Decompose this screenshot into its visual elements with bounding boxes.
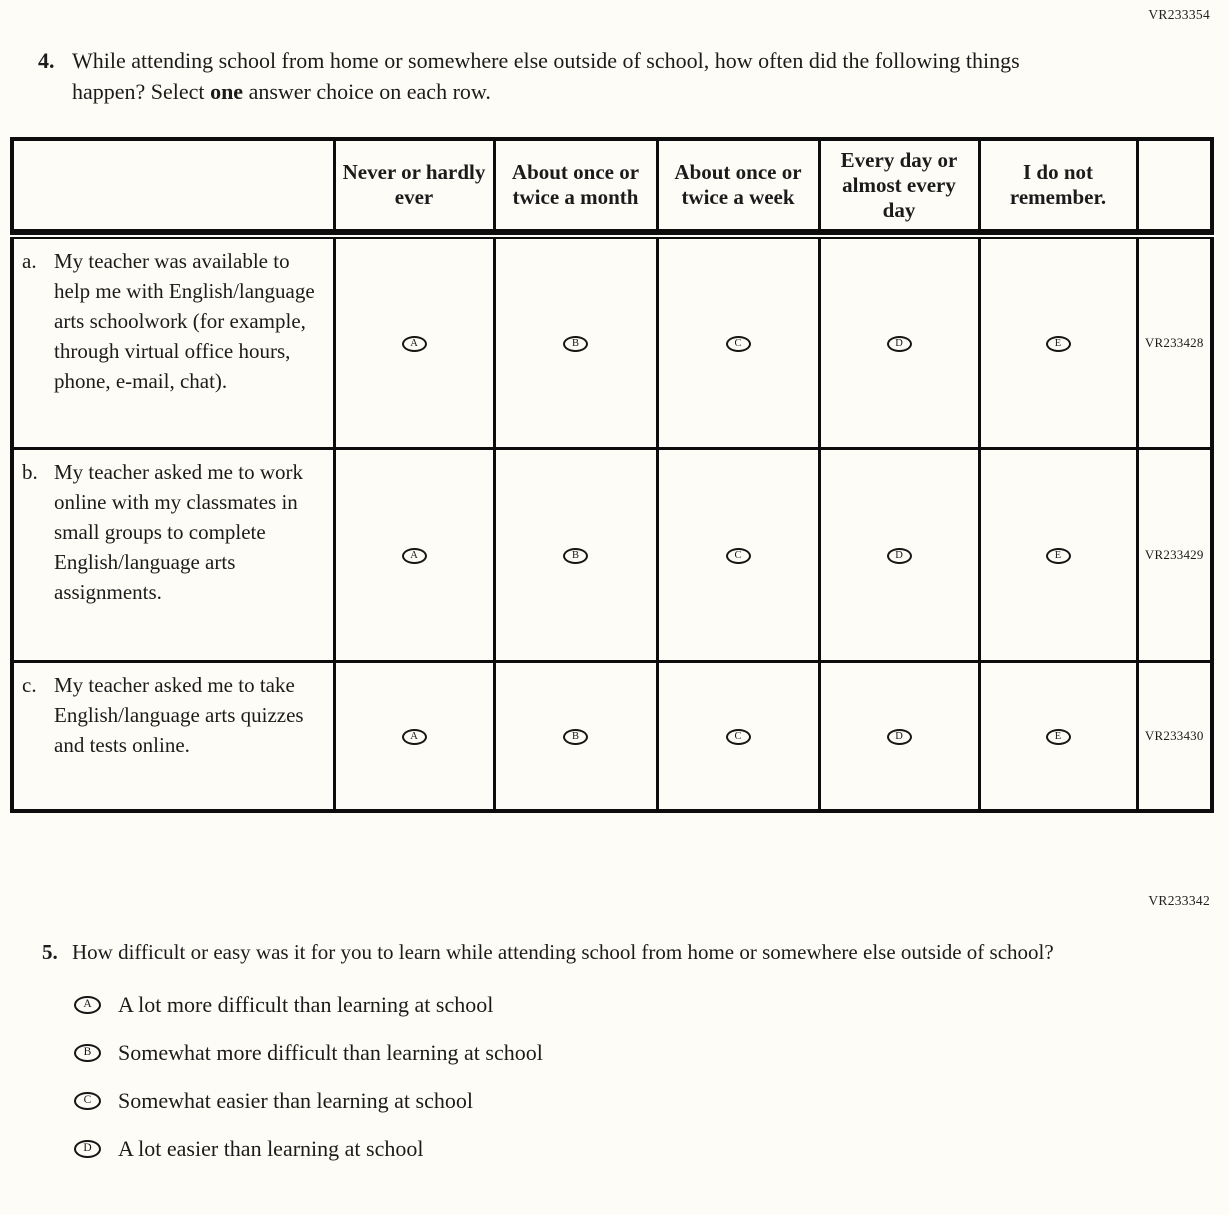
q4a-answer-bubble-E[interactable]: [1046, 336, 1071, 352]
bubble-letter: A: [83, 997, 92, 1010]
bubble-letter: E: [1054, 338, 1062, 350]
bubble-cell: [979, 236, 1137, 448]
form-code-top: VR233354: [1148, 7, 1210, 22]
bubble-cell: [979, 661, 1137, 811]
bubble-letter: B: [83, 1045, 92, 1058]
q4b-answer-bubble-E[interactable]: [1046, 548, 1071, 564]
bubble-cell: [334, 661, 494, 811]
q5-option-a-label: A lot more difficult than learning at school: [118, 992, 494, 1017]
bubble-letter: E: [1054, 549, 1062, 561]
q5-option-a: [74, 990, 1229, 1019]
question-5-options: [0, 990, 1229, 1163]
bubble-letter: B: [571, 549, 579, 561]
statement-cell-a: [12, 236, 334, 448]
question-5-number: 5.: [42, 940, 58, 964]
q4a-answer-bubble-A[interactable]: [402, 336, 427, 352]
q5-answer-bubble-B[interactable]: [74, 1044, 101, 1062]
bubble-letter: B: [571, 731, 579, 743]
q4c-answer-bubble-C[interactable]: [726, 729, 751, 745]
bubble-letter: C: [734, 731, 742, 743]
question-4-text: [64, 45, 1079, 107]
bubble-letter: C: [734, 549, 742, 561]
question-4-grid: [10, 137, 1214, 813]
row-letter-b: b.: [22, 459, 38, 484]
bubble-letter: D: [83, 1141, 92, 1154]
grid-header-once-week: About once or twice a week: [657, 139, 819, 231]
grid-row-b: [12, 448, 1212, 661]
bubble-cell: [657, 448, 819, 661]
q4b-answer-bubble-D[interactable]: [887, 548, 912, 564]
q5-option-b-label: Somewhat more difficult than learning at school: [118, 1040, 543, 1065]
row-statement-c: My teacher asked me to take English/language arts quizzes and tests online.: [54, 672, 304, 757]
question-4-text-lead: While attending school from home or somewhere else outside of school, how often did the following things happen? Select: [72, 48, 1020, 104]
grid-header-code-blank: [1137, 139, 1212, 231]
bubble-cell: [979, 448, 1137, 661]
q4c-answer-bubble-D[interactable]: [887, 729, 912, 745]
bubble-letter: A: [410, 549, 418, 561]
grid-row-a: [12, 236, 1212, 448]
q4a-answer-bubble-B[interactable]: [563, 336, 588, 352]
bubble-cell: [657, 661, 819, 811]
q4a-answer-bubble-D[interactable]: [887, 336, 912, 352]
grid-header-statement-blank: [12, 139, 334, 231]
bubble-cell: [494, 448, 657, 661]
bubble-letter: C: [83, 1093, 92, 1106]
grid-header-not-remember: I do not remember.: [979, 139, 1137, 231]
q4c-answer-bubble-E[interactable]: [1046, 729, 1071, 745]
q5-answer-bubble-A[interactable]: [74, 996, 101, 1014]
form-code-mid: VR233342: [1148, 893, 1210, 908]
q5-option-d: [74, 1134, 1229, 1163]
bubble-letter: E: [1054, 731, 1062, 743]
bubble-cell: [334, 236, 494, 448]
question-5: [0, 937, 1229, 968]
question-4: [0, 45, 1229, 107]
question-4-text-tail: answer choice on each row.: [243, 79, 491, 104]
bubble-letter: C: [734, 338, 742, 350]
q5-option-c: [74, 1086, 1229, 1115]
question-5-text: How difficult or easy was it for you to learn while attending school from home or somewhere else outside of school?: [72, 940, 1054, 964]
q4b-answer-bubble-C[interactable]: [726, 548, 751, 564]
q4c-answer-bubble-A[interactable]: [402, 729, 427, 745]
q4c-answer-bubble-B[interactable]: [563, 729, 588, 745]
grid-row-c: [12, 661, 1212, 811]
q5-option-c-label: Somewhat easier than learning at school: [118, 1088, 473, 1113]
row-letter-c: c.: [22, 672, 37, 697]
bubble-cell: [334, 448, 494, 661]
grid-header-row: [12, 139, 1212, 231]
row-code-c: VR233430: [1137, 661, 1212, 811]
q5-answer-bubble-C[interactable]: [74, 1092, 101, 1110]
bubble-cell: [819, 661, 979, 811]
bubble-letter: D: [895, 338, 903, 350]
bubble-letter: A: [410, 338, 418, 350]
grid-header-once-month: About once or twice a month: [494, 139, 657, 231]
question-4-bold-word: one: [210, 79, 244, 104]
grid-header-every-day: Every day or almost every day: [819, 139, 979, 231]
statement-cell-b: [12, 448, 334, 661]
q5-answer-bubble-D[interactable]: [74, 1140, 101, 1158]
row-code-a: VR233428: [1137, 236, 1212, 448]
row-statement-a: My teacher was available to help me with English/language arts schoolwork (for example, through virtual office hours, phone, e-mail, chat).: [54, 249, 315, 393]
q4b-answer-bubble-A[interactable]: [402, 548, 427, 564]
bubble-letter: D: [895, 731, 903, 743]
bubble-cell: [494, 236, 657, 448]
bubble-cell: [494, 661, 657, 811]
row-statement-b: My teacher asked me to work online with my classmates in small groups to complete English/language arts assignments.: [54, 459, 303, 604]
q5-option-b: [74, 1038, 1229, 1067]
bubble-cell: [819, 448, 979, 661]
bubble-letter: B: [571, 338, 579, 350]
q4a-answer-bubble-C[interactable]: [726, 336, 751, 352]
row-letter-a: a.: [22, 249, 37, 273]
q4b-answer-bubble-B[interactable]: [563, 548, 588, 564]
statement-cell-c: [12, 661, 334, 811]
grid-header-never: Never or hardly ever: [334, 139, 494, 231]
question-4-number: 4.: [38, 48, 55, 73]
bubble-cell: [657, 236, 819, 448]
row-code-b: VR233429: [1137, 448, 1212, 661]
q5-option-d-label: A lot easier than learning at school: [118, 1136, 424, 1161]
bubble-letter: D: [895, 549, 903, 561]
bubble-letter: A: [410, 731, 418, 743]
bubble-cell: [819, 236, 979, 448]
